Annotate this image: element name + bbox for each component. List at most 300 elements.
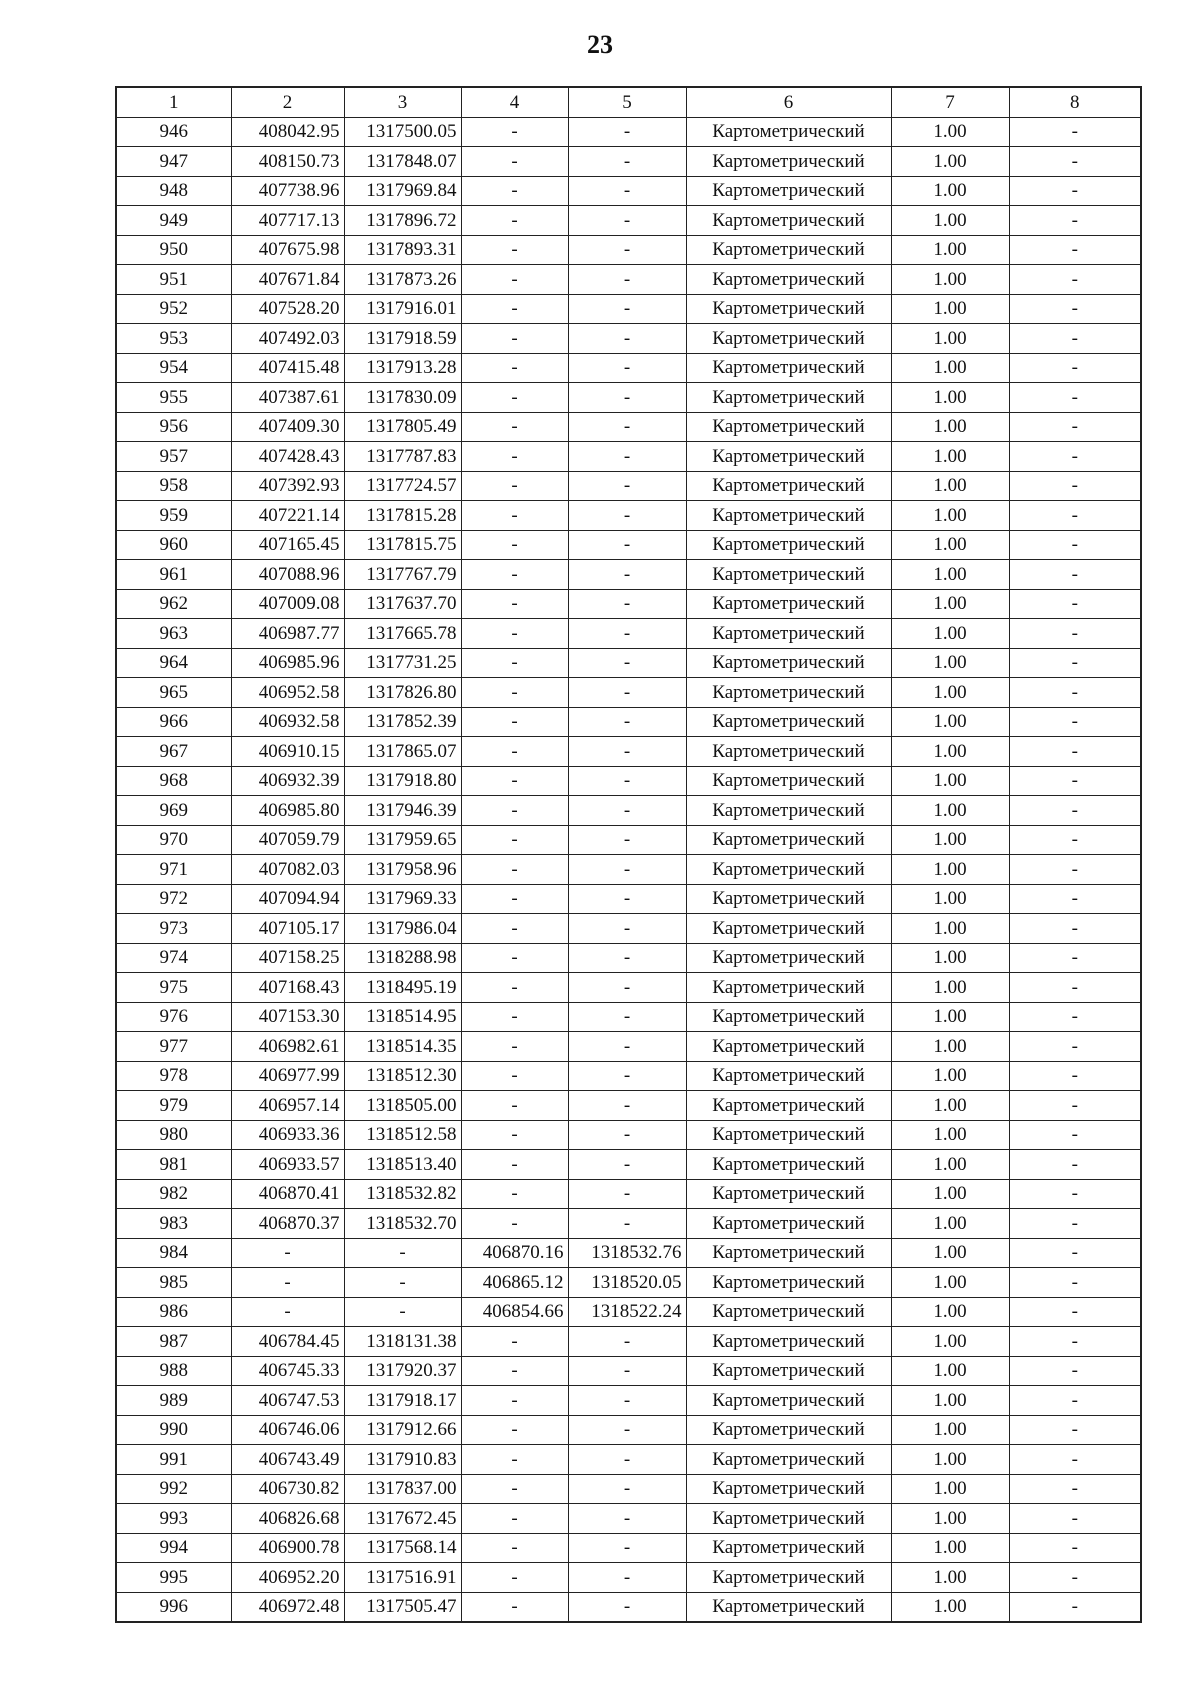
cell-x-coord: 407528.20: [231, 294, 344, 324]
header-cell-col7: 7: [891, 87, 1009, 117]
cell-method: Картометрический: [686, 914, 891, 944]
cell-y-coord-alt: -: [568, 1179, 686, 1209]
cell-point-number: 971: [116, 855, 231, 885]
cell-note: -: [1009, 1327, 1141, 1357]
cell-accuracy: 1.00: [891, 855, 1009, 885]
cell-point-number: 983: [116, 1209, 231, 1239]
cell-accuracy: 1.00: [891, 1238, 1009, 1268]
cell-accuracy: 1.00: [891, 1327, 1009, 1357]
cell-note: -: [1009, 1504, 1141, 1534]
cell-x-coord: 406952.58: [231, 678, 344, 708]
cell-y-coord-alt: -: [568, 1415, 686, 1445]
cell-method: Картометрический: [686, 442, 891, 472]
cell-accuracy: 1.00: [891, 383, 1009, 413]
cell-note: -: [1009, 884, 1141, 914]
cell-y-coord-alt: -: [568, 1091, 686, 1121]
cell-y-coord: 1318505.00: [344, 1091, 461, 1121]
table-row: [116, 1061, 1141, 1091]
cell-method: Картометрический: [686, 1268, 891, 1298]
table-row: [116, 1209, 1141, 1239]
cell-x-coord-alt: -: [461, 1445, 568, 1475]
table-row: [116, 1386, 1141, 1416]
table-row: [116, 1445, 1141, 1475]
cell-x-coord-alt: -: [461, 1533, 568, 1563]
cell-accuracy: 1.00: [891, 560, 1009, 590]
cell-y-coord: 1317910.83: [344, 1445, 461, 1475]
table-row: [116, 1474, 1141, 1504]
cell-note: -: [1009, 973, 1141, 1003]
cell-note: -: [1009, 1533, 1141, 1563]
cell-point-number: 966: [116, 707, 231, 737]
cell-point-number: 951: [116, 265, 231, 295]
cell-x-coord-alt: -: [461, 471, 568, 501]
cell-x-coord: 406933.36: [231, 1120, 344, 1150]
table-row: [116, 973, 1141, 1003]
cell-point-number: 980: [116, 1120, 231, 1150]
cell-point-number: 969: [116, 796, 231, 826]
cell-y-coord: 1317568.14: [344, 1533, 461, 1563]
cell-x-coord: -: [231, 1238, 344, 1268]
cell-note: -: [1009, 1356, 1141, 1386]
cell-x-coord: 407165.45: [231, 530, 344, 560]
cell-y-coord-alt: -: [568, 973, 686, 1003]
cell-y-coord: 1317516.91: [344, 1563, 461, 1593]
cell-x-coord-alt: -: [461, 1150, 568, 1180]
cell-x-coord-alt: -: [461, 1592, 568, 1622]
cell-x-coord: 406985.80: [231, 796, 344, 826]
cell-accuracy: 1.00: [891, 442, 1009, 472]
cell-x-coord: 408042.95: [231, 117, 344, 147]
cell-note: -: [1009, 1091, 1141, 1121]
cell-y-coord: 1318512.58: [344, 1120, 461, 1150]
cell-accuracy: 1.00: [891, 501, 1009, 531]
cell-accuracy: 1.00: [891, 1563, 1009, 1593]
cell-y-coord-alt: 1318520.05: [568, 1268, 686, 1298]
table-body: [116, 117, 1141, 1622]
cell-y-coord: 1317815.28: [344, 501, 461, 531]
cell-method: Картометрический: [686, 943, 891, 973]
cell-y-coord: 1317873.26: [344, 265, 461, 295]
cell-y-coord: -: [344, 1297, 461, 1327]
cell-x-coord-alt: -: [461, 324, 568, 354]
table-row: [116, 1268, 1141, 1298]
cell-accuracy: 1.00: [891, 707, 1009, 737]
cell-x-coord: 406870.37: [231, 1209, 344, 1239]
cell-point-number: 985: [116, 1268, 231, 1298]
cell-x-coord-alt: -: [461, 265, 568, 295]
table-row: [116, 1238, 1141, 1268]
table-row: [116, 147, 1141, 177]
cell-note: -: [1009, 678, 1141, 708]
cell-accuracy: 1.00: [891, 766, 1009, 796]
cell-x-coord: 407221.14: [231, 501, 344, 531]
header-cell-col6: 6: [686, 87, 891, 117]
cell-x-coord-alt: -: [461, 1120, 568, 1150]
table-row: [116, 383, 1141, 413]
cell-method: Картометрический: [686, 412, 891, 442]
cell-method: Картометрический: [686, 1533, 891, 1563]
cell-method: Картометрический: [686, 1445, 891, 1475]
cell-x-coord: 407158.25: [231, 943, 344, 973]
cell-y-coord-alt: -: [568, 1120, 686, 1150]
cell-y-coord-alt: -: [568, 1209, 686, 1239]
table-row: [116, 1415, 1141, 1445]
cell-x-coord: 406933.57: [231, 1150, 344, 1180]
cell-x-coord: 406743.49: [231, 1445, 344, 1475]
cell-method: Картометрический: [686, 825, 891, 855]
page-number: 23: [587, 30, 613, 59]
table-row: [116, 206, 1141, 236]
cell-x-coord-alt: -: [461, 678, 568, 708]
table-row: [116, 471, 1141, 501]
cell-x-coord-alt: -: [461, 1179, 568, 1209]
table-row: [116, 353, 1141, 383]
cell-point-number: 958: [116, 471, 231, 501]
cell-accuracy: 1.00: [891, 176, 1009, 206]
cell-y-coord-alt: -: [568, 1386, 686, 1416]
cell-note: -: [1009, 707, 1141, 737]
cell-method: Картометрический: [686, 619, 891, 649]
cell-point-number: 992: [116, 1474, 231, 1504]
cell-y-coord-alt: 1318532.76: [568, 1238, 686, 1268]
cell-method: Картометрический: [686, 1415, 891, 1445]
table-row: [116, 442, 1141, 472]
cell-y-coord-alt: -: [568, 560, 686, 590]
cell-method: Картометрический: [686, 855, 891, 885]
table-row: [116, 914, 1141, 944]
cell-method: Картометрический: [686, 176, 891, 206]
cell-x-coord-alt: 406865.12: [461, 1268, 568, 1298]
cell-x-coord: 407409.30: [231, 412, 344, 442]
cell-x-coord-alt: -: [461, 589, 568, 619]
cell-accuracy: 1.00: [891, 943, 1009, 973]
cell-accuracy: 1.00: [891, 265, 1009, 295]
cell-accuracy: 1.00: [891, 1504, 1009, 1534]
cell-accuracy: 1.00: [891, 1445, 1009, 1475]
cell-y-coord: 1317767.79: [344, 560, 461, 590]
cell-note: -: [1009, 1415, 1141, 1445]
cell-point-number: 984: [116, 1238, 231, 1268]
cell-y-coord-alt: -: [568, 943, 686, 973]
cell-method: Картометрический: [686, 383, 891, 413]
cell-x-coord-alt: 406854.66: [461, 1297, 568, 1327]
cell-x-coord: 407088.96: [231, 560, 344, 590]
cell-x-coord-alt: -: [461, 1386, 568, 1416]
cell-point-number: 977: [116, 1032, 231, 1062]
cell-note: -: [1009, 206, 1141, 236]
cell-method: Картометрический: [686, 1150, 891, 1180]
cell-y-coord: 1317837.00: [344, 1474, 461, 1504]
cell-accuracy: 1.00: [891, 1091, 1009, 1121]
cell-y-coord: 1317830.09: [344, 383, 461, 413]
cell-y-coord: 1317724.57: [344, 471, 461, 501]
cell-accuracy: 1.00: [891, 1268, 1009, 1298]
cell-y-coord-alt: -: [568, 530, 686, 560]
cell-x-coord-alt: -: [461, 766, 568, 796]
cell-y-coord-alt: -: [568, 412, 686, 442]
cell-x-coord: 407738.96: [231, 176, 344, 206]
table-row: [116, 1533, 1141, 1563]
cell-y-coord-alt: -: [568, 353, 686, 383]
cell-point-number: 948: [116, 176, 231, 206]
cell-y-coord: 1317637.70: [344, 589, 461, 619]
cell-method: Картометрический: [686, 678, 891, 708]
cell-y-coord: 1318512.30: [344, 1061, 461, 1091]
cell-accuracy: 1.00: [891, 1032, 1009, 1062]
cell-y-coord-alt: -: [568, 1592, 686, 1622]
cell-method: Картометрический: [686, 1179, 891, 1209]
header-row: [116, 87, 1141, 117]
cell-note: -: [1009, 294, 1141, 324]
table-row: [116, 825, 1141, 855]
cell-point-number: 996: [116, 1592, 231, 1622]
cell-point-number: 989: [116, 1386, 231, 1416]
cell-method: Картометрический: [686, 117, 891, 147]
cell-x-coord-alt: -: [461, 1061, 568, 1091]
header-cell-col4: 4: [461, 87, 568, 117]
cell-note: -: [1009, 353, 1141, 383]
cell-x-coord: 407671.84: [231, 265, 344, 295]
cell-x-coord-alt: -: [461, 1474, 568, 1504]
cell-accuracy: 1.00: [891, 914, 1009, 944]
cell-y-coord: 1317918.17: [344, 1386, 461, 1416]
cell-y-coord-alt: -: [568, 766, 686, 796]
cell-point-number: 976: [116, 1002, 231, 1032]
cell-x-coord-alt: -: [461, 855, 568, 885]
cell-point-number: 987: [116, 1327, 231, 1357]
cell-method: Картометрический: [686, 973, 891, 1003]
cell-x-coord: 407428.43: [231, 442, 344, 472]
cell-y-coord-alt: -: [568, 796, 686, 826]
cell-accuracy: 1.00: [891, 1386, 1009, 1416]
cell-y-coord: 1317918.80: [344, 766, 461, 796]
table-row: [116, 707, 1141, 737]
table-row: [116, 1091, 1141, 1121]
cell-method: Картометрический: [686, 353, 891, 383]
cell-note: -: [1009, 1445, 1141, 1475]
cell-point-number: 949: [116, 206, 231, 236]
cell-method: Картометрический: [686, 265, 891, 295]
cell-accuracy: 1.00: [891, 884, 1009, 914]
table-row: [116, 1592, 1141, 1622]
header-cell-col2: 2: [231, 87, 344, 117]
cell-point-number: 981: [116, 1150, 231, 1180]
cell-y-coord-alt: -: [568, 1061, 686, 1091]
cell-x-coord-alt: -: [461, 383, 568, 413]
cell-y-coord-alt: -: [568, 147, 686, 177]
table-row: [116, 1327, 1141, 1357]
cell-point-number: 986: [116, 1297, 231, 1327]
cell-y-coord: 1317912.66: [344, 1415, 461, 1445]
cell-y-coord-alt: -: [568, 1563, 686, 1593]
cell-point-number: 993: [116, 1504, 231, 1534]
cell-note: -: [1009, 1179, 1141, 1209]
cell-accuracy: 1.00: [891, 1179, 1009, 1209]
cell-y-coord: 1317893.31: [344, 235, 461, 265]
table-row: [116, 589, 1141, 619]
cell-x-coord-alt: -: [461, 1032, 568, 1062]
cell-x-coord: 406730.82: [231, 1474, 344, 1504]
cell-accuracy: 1.00: [891, 1002, 1009, 1032]
cell-y-coord-alt: -: [568, 1474, 686, 1504]
cell-note: -: [1009, 825, 1141, 855]
table-row: [116, 412, 1141, 442]
cell-y-coord-alt: -: [568, 855, 686, 885]
cell-method: Картометрический: [686, 884, 891, 914]
header-cell-col3: 3: [344, 87, 461, 117]
cell-note: -: [1009, 471, 1141, 501]
cell-method: Картометрический: [686, 1091, 891, 1121]
cell-accuracy: 1.00: [891, 589, 1009, 619]
cell-y-coord-alt: -: [568, 1002, 686, 1032]
cell-y-coord-alt: -: [568, 648, 686, 678]
cell-method: Картометрический: [686, 1386, 891, 1416]
cell-note: -: [1009, 766, 1141, 796]
cell-accuracy: 1.00: [891, 678, 1009, 708]
cell-y-coord-alt: -: [568, 206, 686, 236]
cell-point-number: 952: [116, 294, 231, 324]
cell-note: -: [1009, 619, 1141, 649]
cell-x-coord: -: [231, 1297, 344, 1327]
cell-accuracy: 1.00: [891, 1474, 1009, 1504]
cell-y-coord-alt: -: [568, 1356, 686, 1386]
cell-x-coord: 406932.58: [231, 707, 344, 737]
cell-method: Картометрический: [686, 1238, 891, 1268]
cell-y-coord: 1318513.40: [344, 1150, 461, 1180]
cell-note: -: [1009, 737, 1141, 767]
table-row: [116, 737, 1141, 767]
cell-x-coord: 407082.03: [231, 855, 344, 885]
cell-x-coord: 406746.06: [231, 1415, 344, 1445]
cell-method: Картометрический: [686, 1592, 891, 1622]
cell-note: -: [1009, 1297, 1141, 1327]
cell-x-coord-alt: -: [461, 1563, 568, 1593]
cell-y-coord: 1317852.39: [344, 707, 461, 737]
cell-y-coord-alt: -: [568, 176, 686, 206]
cell-y-coord: 1317505.47: [344, 1592, 461, 1622]
cell-x-coord: 406900.78: [231, 1533, 344, 1563]
cell-x-coord: 407717.13: [231, 206, 344, 236]
table-row: [116, 619, 1141, 649]
cell-point-number: 979: [116, 1091, 231, 1121]
cell-y-coord: 1317969.84: [344, 176, 461, 206]
cell-point-number: 972: [116, 884, 231, 914]
cell-y-coord: 1317916.01: [344, 294, 461, 324]
cell-point-number: 959: [116, 501, 231, 531]
cell-y-coord-alt: -: [568, 324, 686, 354]
cell-y-coord: 1317672.45: [344, 1504, 461, 1534]
table-row: [116, 176, 1141, 206]
cell-y-coord: 1318495.19: [344, 973, 461, 1003]
table-row: [116, 796, 1141, 826]
table-header: [116, 87, 1141, 117]
cell-x-coord-alt: -: [461, 1091, 568, 1121]
cell-y-coord-alt: -: [568, 825, 686, 855]
cell-x-coord: 406985.96: [231, 648, 344, 678]
cell-x-coord: 407059.79: [231, 825, 344, 855]
table-row: [116, 1032, 1141, 1062]
cell-note: -: [1009, 1563, 1141, 1593]
cell-point-number: 995: [116, 1563, 231, 1593]
cell-y-coord: 1317969.33: [344, 884, 461, 914]
cell-y-coord: 1317500.05: [344, 117, 461, 147]
header-cell-col5: 5: [568, 87, 686, 117]
cell-y-coord: 1317865.07: [344, 737, 461, 767]
cell-point-number: 967: [116, 737, 231, 767]
cell-note: -: [1009, 1238, 1141, 1268]
cell-note: -: [1009, 1592, 1141, 1622]
cell-note: -: [1009, 1120, 1141, 1150]
table-row: [116, 1179, 1141, 1209]
cell-x-coord-alt: -: [461, 884, 568, 914]
cell-y-coord: 1317665.78: [344, 619, 461, 649]
cell-accuracy: 1.00: [891, 353, 1009, 383]
cell-accuracy: 1.00: [891, 737, 1009, 767]
cell-point-number: 994: [116, 1533, 231, 1563]
cell-y-coord: 1317959.65: [344, 825, 461, 855]
cell-x-coord-alt: -: [461, 1209, 568, 1239]
table-row: [116, 648, 1141, 678]
cell-note: -: [1009, 1386, 1141, 1416]
table-row: [116, 1150, 1141, 1180]
table-row: [116, 117, 1141, 147]
cell-x-coord: 406957.14: [231, 1091, 344, 1121]
cell-x-coord-alt: -: [461, 353, 568, 383]
cell-note: -: [1009, 914, 1141, 944]
cell-point-number: 965: [116, 678, 231, 708]
table-row: [116, 294, 1141, 324]
cell-method: Картометрический: [686, 471, 891, 501]
cell-x-coord: 407153.30: [231, 1002, 344, 1032]
cell-note: -: [1009, 1150, 1141, 1180]
cell-accuracy: 1.00: [891, 206, 1009, 236]
cell-x-coord: 407094.94: [231, 884, 344, 914]
cell-y-coord: -: [344, 1238, 461, 1268]
cell-x-coord-alt: -: [461, 619, 568, 649]
cell-x-coord: 406745.33: [231, 1356, 344, 1386]
table-row: [116, 1002, 1141, 1032]
cell-note: -: [1009, 147, 1141, 177]
cell-x-coord: 406784.45: [231, 1327, 344, 1357]
cell-y-coord: 1317848.07: [344, 147, 461, 177]
cell-accuracy: 1.00: [891, 973, 1009, 1003]
cell-x-coord: 406870.41: [231, 1179, 344, 1209]
cell-y-coord-alt: -: [568, 1150, 686, 1180]
cell-accuracy: 1.00: [891, 1356, 1009, 1386]
cell-x-coord-alt: -: [461, 1356, 568, 1386]
table-row: [116, 943, 1141, 973]
cell-note: -: [1009, 117, 1141, 147]
cell-y-coord: 1317731.25: [344, 648, 461, 678]
cell-x-coord-alt: -: [461, 501, 568, 531]
cell-note: -: [1009, 855, 1141, 885]
cell-x-coord-alt: -: [461, 1415, 568, 1445]
cell-y-coord-alt: -: [568, 1032, 686, 1062]
cell-method: Картометрический: [686, 147, 891, 177]
cell-accuracy: 1.00: [891, 796, 1009, 826]
cell-method: Картометрический: [686, 707, 891, 737]
cell-accuracy: 1.00: [891, 1415, 1009, 1445]
cell-x-coord-alt: -: [461, 560, 568, 590]
cell-x-coord-alt: 406870.16: [461, 1238, 568, 1268]
cell-x-coord-alt: -: [461, 530, 568, 560]
cell-y-coord-alt: -: [568, 678, 686, 708]
cell-point-number: 968: [116, 766, 231, 796]
cell-y-coord: 1317805.49: [344, 412, 461, 442]
cell-note: -: [1009, 1061, 1141, 1091]
cell-method: Картометрический: [686, 796, 891, 826]
cell-y-coord: 1318288.98: [344, 943, 461, 973]
